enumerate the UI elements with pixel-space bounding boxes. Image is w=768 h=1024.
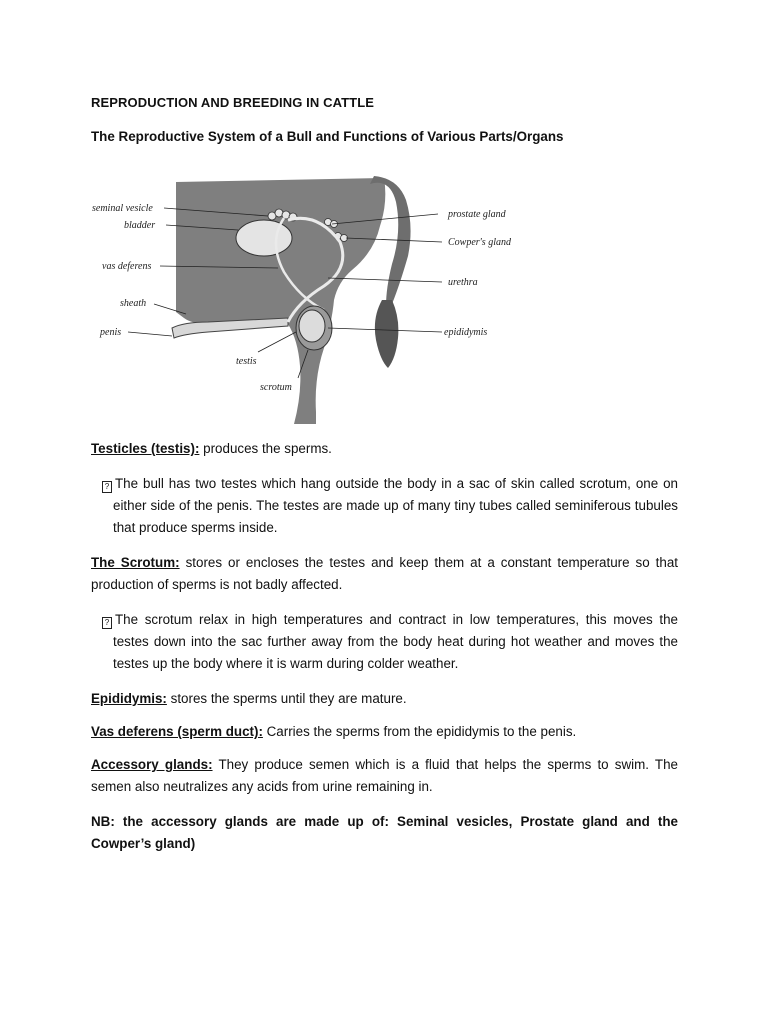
bullet-glyph-icon: ? xyxy=(102,481,112,493)
accessory-glands-paragraph xyxy=(91,754,678,798)
vas-deferens-paragraph xyxy=(91,721,678,743)
term-epididymis: Epididymis: xyxy=(91,691,167,706)
label-prostate-gland: prostate gland xyxy=(448,209,506,220)
label-bladder: bladder xyxy=(124,220,156,231)
label-cowpers-gland: Cowper's gland xyxy=(448,237,511,248)
term-scrotum: The Scrotum: xyxy=(91,555,180,570)
bladder-shape xyxy=(236,220,292,256)
bullet-glyph-icon: ? xyxy=(102,617,112,629)
page-title: REPRODUCTION AND BREEDING IN CATTLE xyxy=(91,95,374,110)
nb-note xyxy=(91,811,678,855)
label-penis: penis xyxy=(100,327,122,338)
document-body xyxy=(91,438,678,868)
label-testis: testis xyxy=(236,356,257,367)
testicles-paragraph xyxy=(91,438,678,460)
label-seminal-vesicle: seminal vesicle xyxy=(92,203,153,214)
nb-text: : the accessory glands are made up of: Seminal vesicles, Prostate gland and the Cowper’s gland) xyxy=(91,814,678,851)
scrotum-bullet-text: The scrotum relax in high temperatures and contract in low temperatures, this moves the testes down into the sac further away from the body heat during hot weather and moves the testes up the body where it is warm during colder weather. xyxy=(113,612,678,671)
term-testicles: Testicles (testis): xyxy=(91,441,200,456)
label-scrotum: scrotum xyxy=(260,382,292,393)
testicles-definition: produces the sperms. xyxy=(203,441,332,456)
tail-tuft xyxy=(375,300,399,368)
testis-shape xyxy=(299,310,325,342)
bull-reproductive-diagram xyxy=(88,172,518,428)
vas-deferens-definition: Carries the sperms from the epididymis to the penis. xyxy=(266,724,577,739)
epididymis-paragraph xyxy=(91,688,678,710)
accessory-glands-definition: They produce semen which is a fluid that helps the sperms to swim. The semen also neutralizes any acids from urine remaining in. xyxy=(91,757,679,794)
epididymis-definition: stores the sperms until they are mature. xyxy=(170,691,407,706)
term-vas-deferens: Vas deferens (sperm duct): xyxy=(91,724,263,739)
label-sheath: sheath xyxy=(120,298,147,309)
diagram-svg xyxy=(88,172,518,428)
scrotum-bullet xyxy=(91,609,678,675)
label-epididymis: epididymis xyxy=(444,327,488,338)
label-vas-deferens: vas deferens xyxy=(102,261,152,272)
section-subtitle: The Reproductive System of a Bull and Functions of Various Parts/Organs xyxy=(91,129,564,144)
testicles-bullet xyxy=(91,473,678,539)
label-urethra: urethra xyxy=(448,277,478,288)
testicles-bullet-text: The bull has two testes which hang outside the body in a sac of skin called scrotum, one on either side of the penis. The testes are made up of many tiny tubes called seminiferous tubules that produce sperms inside. xyxy=(113,476,678,535)
nb-prefix: NB xyxy=(91,814,111,829)
scrotum-definition: stores or encloses the testes and keep them at a constant temperature so that production of sperms is not badly affected. xyxy=(91,555,679,592)
term-accessory-glands: Accessory glands: xyxy=(91,757,213,772)
scrotum-paragraph xyxy=(91,552,678,596)
